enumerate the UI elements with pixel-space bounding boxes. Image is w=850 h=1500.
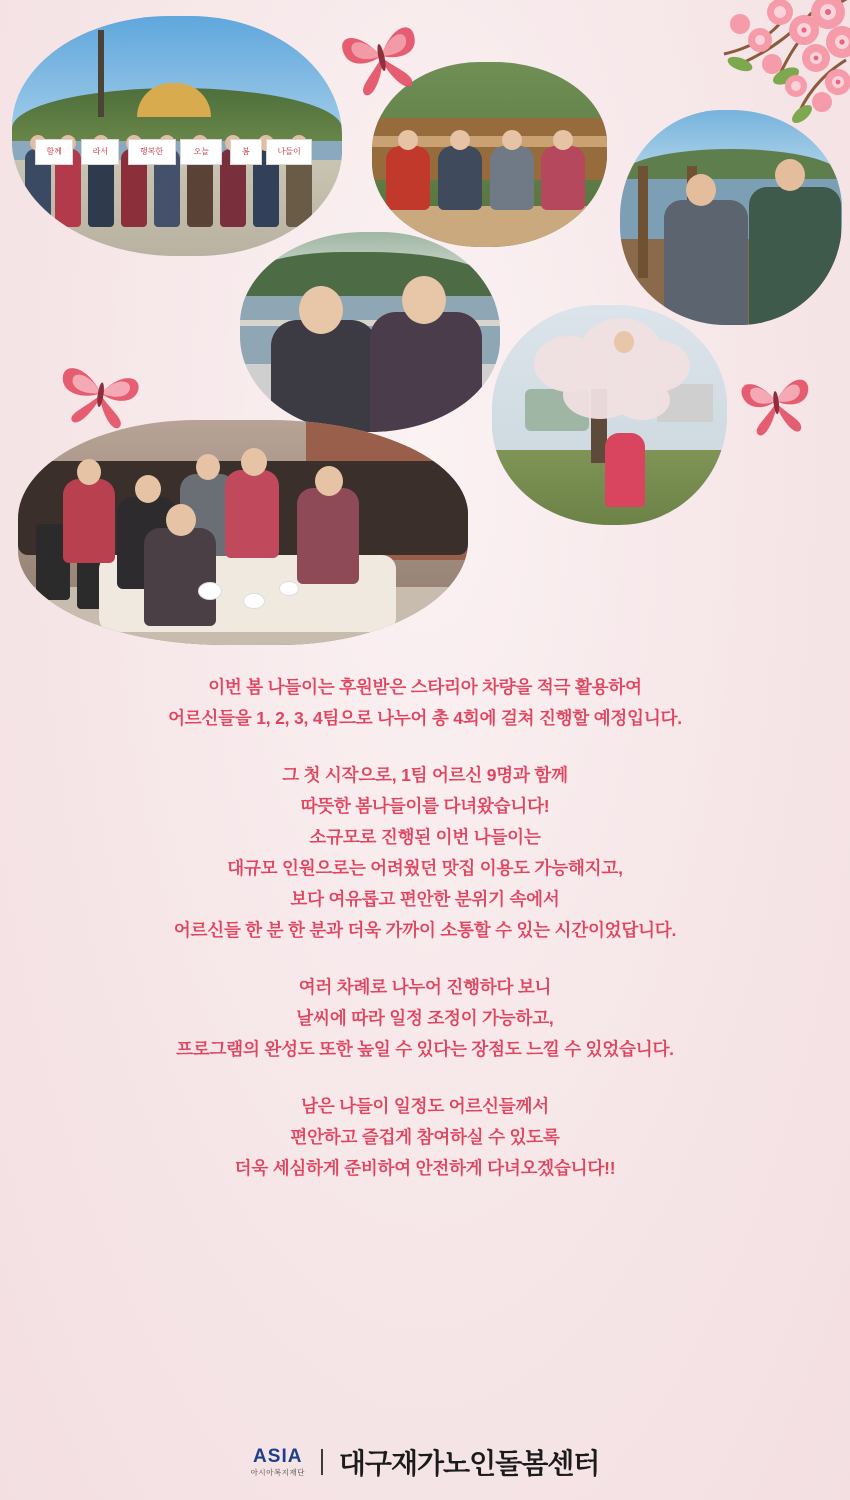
text-line: 이번 봄 나들이는 후원받은 스타리아 차량을 적극 활용하여 <box>208 677 642 697</box>
paragraph-1 <box>0 672 850 734</box>
banner-text: 행복한 <box>139 146 164 156</box>
announcement-body <box>0 672 850 1184</box>
logo-subtitle: 아시아복지재단 <box>250 1468 305 1478</box>
banner-text: 나들이 <box>277 146 301 156</box>
text-line: 어르신들을 1, 2, 3, 4팀으로 나누어 총 4회에 걸쳐 진행할 예정입니다. <box>168 708 682 728</box>
text-line: 소규모로 진행된 이번 나들이는 <box>309 827 541 847</box>
footer-logo <box>0 1442 850 1482</box>
restaurant-table-photo <box>18 420 468 645</box>
text-line: 더욱 세심하게 준비하여 안전하게 다녀오겠습니다!! <box>234 1158 616 1178</box>
text-line: 그 첫 시작으로, 1팀 어르신 9명과 함께 <box>282 765 568 785</box>
text-line: 날씨에 따라 일정 조정이 가능하고, <box>296 1008 554 1028</box>
banner-text: 라서 <box>92 146 109 156</box>
logo-divider <box>321 1449 323 1475</box>
paragraph-2 <box>0 760 850 946</box>
asia-foundation-logo-icon <box>251 1447 305 1477</box>
group-photo-banners <box>12 16 342 256</box>
banner-text: 봄 <box>241 146 250 156</box>
logo-wordmark: ASIA <box>253 1446 303 1468</box>
text-line: 따뜻한 봄나들이를 다녀왔습니다! <box>300 796 550 816</box>
riverside-men-photo <box>620 110 842 325</box>
text-line: 보다 여유롭고 편안한 분위기 속에서 <box>290 889 560 909</box>
pavilion-elders-photo <box>372 62 607 247</box>
railing-women-photo <box>240 232 500 432</box>
text-line: 편안하고 즐겁게 참여하실 수 있도록 <box>290 1127 560 1147</box>
text-line: 대규모 인원으로는 어려웠던 맛집 이용도 가능해지고, <box>227 858 623 878</box>
paragraph-4 <box>0 1091 850 1184</box>
banner-text: 함께 <box>46 146 62 156</box>
text-line: 어르신들 한 분 한 분과 더욱 가까이 소통할 수 있는 시간이었답니다. <box>173 920 677 940</box>
text-line: 남은 나들이 일정도 어르신들께서 <box>301 1096 549 1116</box>
banner-text: 오늘 <box>193 146 210 156</box>
center-name: 대구재가노인돌봄센터 <box>338 1448 600 1479</box>
text-line: 여러 차례로 나누어 진행하다 보니 <box>298 977 552 997</box>
paragraph-3 <box>0 972 850 1065</box>
cherry-blossom-photo <box>492 305 727 525</box>
text-line: 프로그램의 완성도 또한 높일 수 있다는 장점도 느낄 수 있었습니다. <box>176 1039 674 1059</box>
photo-collage <box>0 0 850 660</box>
